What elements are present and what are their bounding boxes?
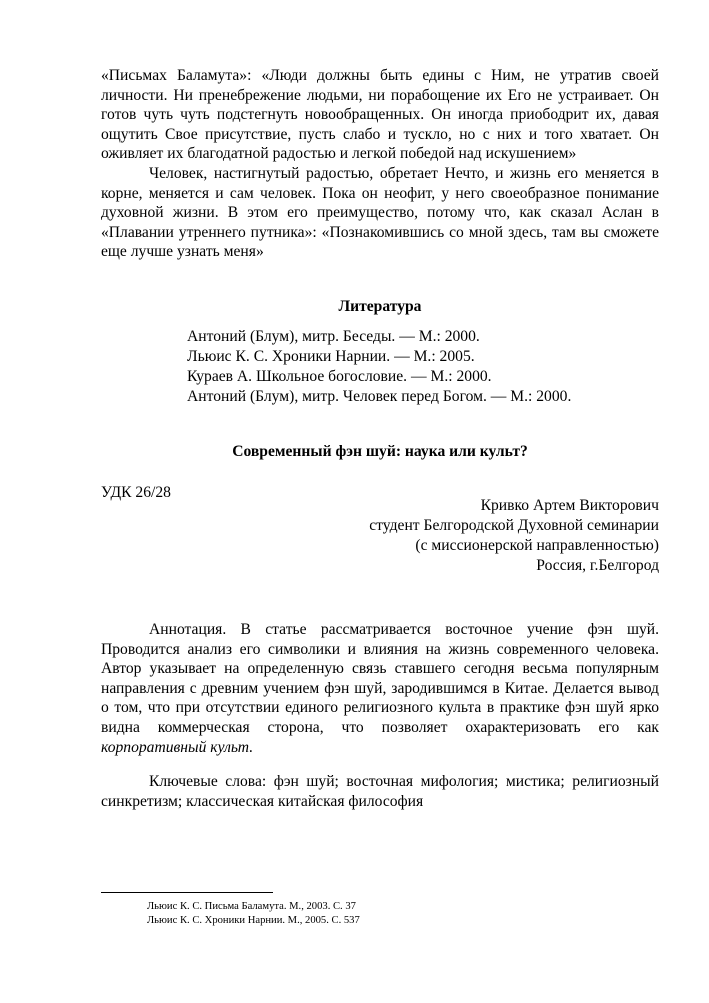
annotation-block [101,620,659,757]
body-paragraph: Человек, настигнутый радостью, обретает Нечто, и жизнь его меняется в корне, меняется и сам человек. Пока он неофит, у него своеобразное понимание духовной жизни. В этом его преимущество, потому что, как сказал Аслан в «Плавании утреннего путника»: «Познакомившись со мной здесь, там вы сможете еще лучше узнать меня» [101,164,659,261]
author-name: Кривко Артем Викторович [480,497,659,514]
annotation-text: Аннотация. В статье рассматривается восточное учение фэн шуй. Проводится анализ его символики и влияния на жизнь современного человека. Автор указывает на определенную связь ставшего сегодня весьма популярным направления с древним учением фэн шуй, зародившимся в Китае. Делается вывод о том, что при отсутствии единого религиозного культа в практике фэн шуй ярко видна коммерческая сторона, что позволяет охарактеризовать его как [101,621,659,736]
footnotes [147,900,360,928]
annotation-paragraph [101,620,659,757]
continuation-text [101,66,659,262]
keywords-paragraph: Ключевые слова: фэн шуй; восточная мифология; мистика; религиозный синкретизм; классическая китайская философия [101,773,659,810]
literature-item: Антоний (Блум), митр. Человек перед Богом. — М.: 2000. [187,388,572,405]
literature-item: Антоний (Блум), митр. Беседы. — М.: 2000. [187,328,480,345]
footnote-item: Льюис К. С. Письма Баламута. М., 2003. С. 37 [147,901,356,912]
literature-item: Льюис К. С. Хроники Нарнии. — М.: 2005. [187,348,475,365]
author-location: Россия, г.Белгород [536,557,659,574]
udk-code: УДК 26/28 [101,484,171,501]
literature-list [187,327,571,407]
author-block [369,496,659,576]
literature-item: Кураев А. Школьное богословие. — М.: 2000. [187,368,492,385]
annotation-italic-term: корпоративный культ. [101,738,254,756]
footnote-divider [101,892,273,893]
quote-paragraph: «Письмах Баламута»: «Люди должны быть едины с Ним, не утратив своей личности. Ни пренебрежение людьми, ни порабощение их Его не устраивает. Он готов чуть чуть подстегнуть новообращенных. Он иногда приободрит их, давая ощутить Свое присутствие, пусть слабо и тускло, но с них и того хватает. Он оживляет их благодатной радостью и легкой победой над искушением» [101,67,659,163]
article-title: Современный фэн шуй: наука или культ? [232,443,528,460]
footnote-item: Льюис К. С. Хроники Нарнии. М., 2005. С. 537 [147,915,360,926]
keywords-block [101,772,659,811]
literature-heading: Литература [338,298,422,315]
author-position: студент Белгородской Духовной семинарии [369,517,659,534]
author-direction: (с миссионерской направленностью) [415,537,659,554]
